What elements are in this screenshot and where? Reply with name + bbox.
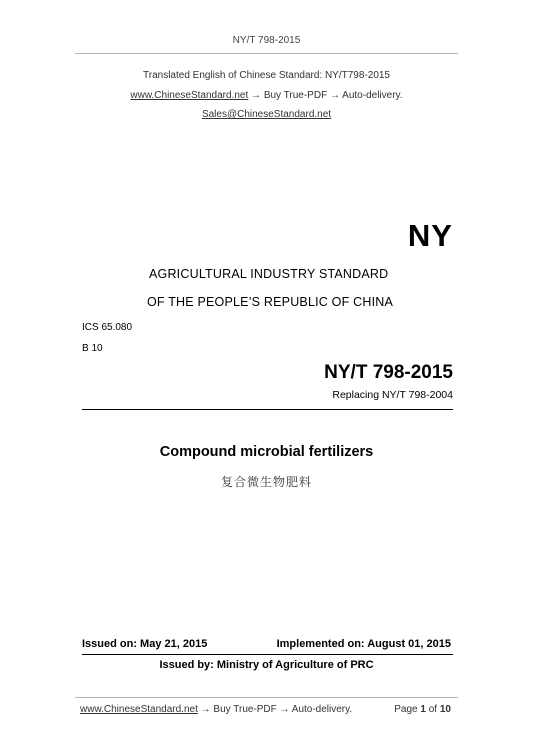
purchase-line [0, 90, 533, 101]
email-line [0, 109, 533, 120]
issued-date: Issued on: May 21, 2015 [82, 638, 208, 650]
page-of: of [428, 704, 438, 715]
footer-site-link[interactable]: www.ChineseStandard.net [80, 704, 198, 715]
purchase-text: → Buy True-PDF → Auto-delivery. [248, 90, 403, 101]
page-total: 10 [439, 704, 451, 715]
page-current: 1 [420, 704, 426, 715]
ics-code: ICS 65.080 [82, 322, 133, 333]
header-divider [75, 53, 458, 54]
translation-notice: Translated English of Chinese Standard: NY/T798-2015 [143, 70, 390, 81]
running-header: NY/T 798-2015 [232, 35, 301, 46]
document-title: Compound microbial fertilizers [159, 444, 374, 460]
footer-purchase-text: → Buy True-PDF → Auto-delivery. [197, 704, 353, 715]
site-link[interactable]: www.ChineseStandard.net [130, 90, 249, 101]
footer-divider [75, 697, 458, 698]
page-label: Page [394, 704, 418, 715]
footer-purchase-line [80, 704, 352, 715]
standard-title-line-1: AGRICULTURAL INDUSTRY STANDARD [149, 267, 389, 281]
replacing-note: Replacing NY/T 798-2004 [332, 389, 453, 401]
date-divider [82, 654, 453, 655]
page-indicator [394, 704, 451, 715]
document-title-chinese: 复合微生物肥料 [220, 475, 312, 489]
ccs-code: B 10 [82, 343, 103, 354]
issuing-authority: Issued by: Ministry of Agriculture of PRC [159, 659, 374, 671]
standard-code: NY/T 798-2015 [324, 362, 453, 383]
agency-mark: NY [407, 218, 453, 253]
implemented-date: Implemented on: August 01, 2015 [276, 638, 451, 650]
standard-title-line-2: OF THE PEOPLE’S REPUBLIC OF CHINA [147, 295, 394, 309]
title-divider [82, 409, 453, 410]
sales-email-link[interactable]: Sales@ChineseStandard.net [201, 109, 332, 120]
